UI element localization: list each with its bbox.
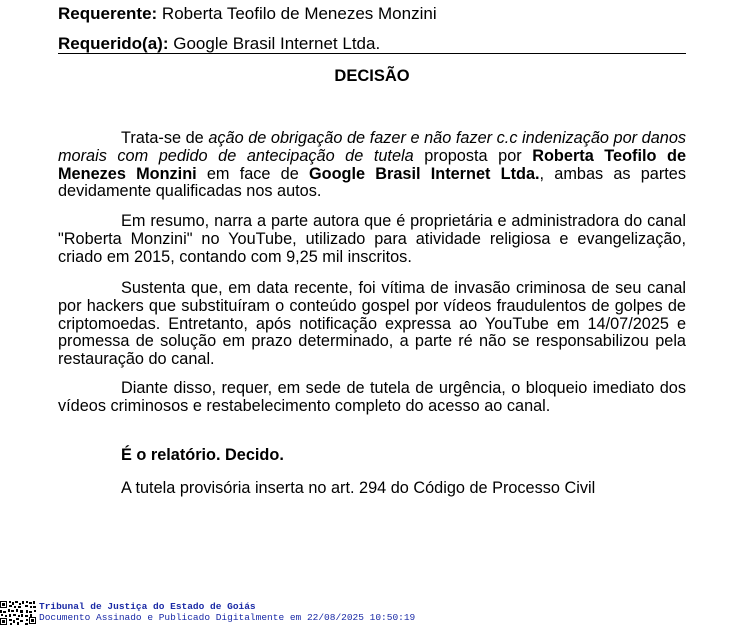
requerido-line xyxy=(58,34,380,54)
p1-plaintiff: Roberta Teofilo de Menezes Monzini xyxy=(58,146,687,183)
paragraph-summary: Em resumo, narra a parte autora que é proprietária e administradora do canal "Roberta Monzini" no YouTube, utilizado para atividade religiosa e evangelização, criado em 2015, contando com 9,25 mil inscritos. xyxy=(58,212,686,266)
header-divider xyxy=(58,53,686,54)
paragraph-report-decide: É o relatório. Decido. xyxy=(121,446,284,464)
footer-text xyxy=(39,601,415,623)
p1-text-c: proposta por xyxy=(413,146,533,165)
requerente-value: Roberta Teofilo de Menezes Monzini xyxy=(161,4,437,23)
footer-signature-note: Documento Assinado e Publicado Digitalmente em 22/08/2025 10:50:19 xyxy=(39,612,416,623)
p1-text-a: Trata-se de xyxy=(121,129,209,147)
document-title: DECISÃO xyxy=(334,67,410,85)
paragraph-intro xyxy=(58,130,686,201)
requerido-label: Requerido(a): xyxy=(58,34,169,53)
paragraph-provisional-relief: A tutela provisória inserta no art. 294 do Código de Processo Civil xyxy=(121,479,596,497)
paragraph-request: Diante disso, requer, em sede de tutela de urgência, o bloqueio imediato dos vídeos criminosos e restabelecimento completo do acesso ao canal. xyxy=(58,379,686,415)
requerente-line xyxy=(58,4,437,24)
p1-text-e: em face de xyxy=(196,164,309,183)
footer-court-name: Tribunal de Justiça do Estado de Goiás xyxy=(39,601,256,612)
paragraph-facts: Sustenta que, em data recente, foi vítima de invasão criminosa de seu canal por hackers que substituíram o conteúdo gospel por vídeos fraudulentos de golpes de criptomoedas. Entretanto, após notificação expressa ao YouTube em 14/07/2025 e promessa de solução em prazo determinado, a parte ré não se responsabilizou pela restauração do canal. xyxy=(58,279,686,369)
requerente-label: Requerente: xyxy=(58,4,158,23)
p1-text-g: , ambas as partes devidamente qualificadas nos autos. xyxy=(58,164,686,201)
footer-signature-block xyxy=(0,600,430,625)
qr-code-icon xyxy=(0,601,37,625)
requerido-value: Google Brasil Internet Ltda. xyxy=(173,34,381,53)
p1-defendant: Google Brasil Internet Ltda. xyxy=(309,164,540,183)
p1-action-type: ação de obrigação de fazer e não fazer c.c indenização por danos morais com pedido de antecipação de tutela xyxy=(58,129,687,165)
